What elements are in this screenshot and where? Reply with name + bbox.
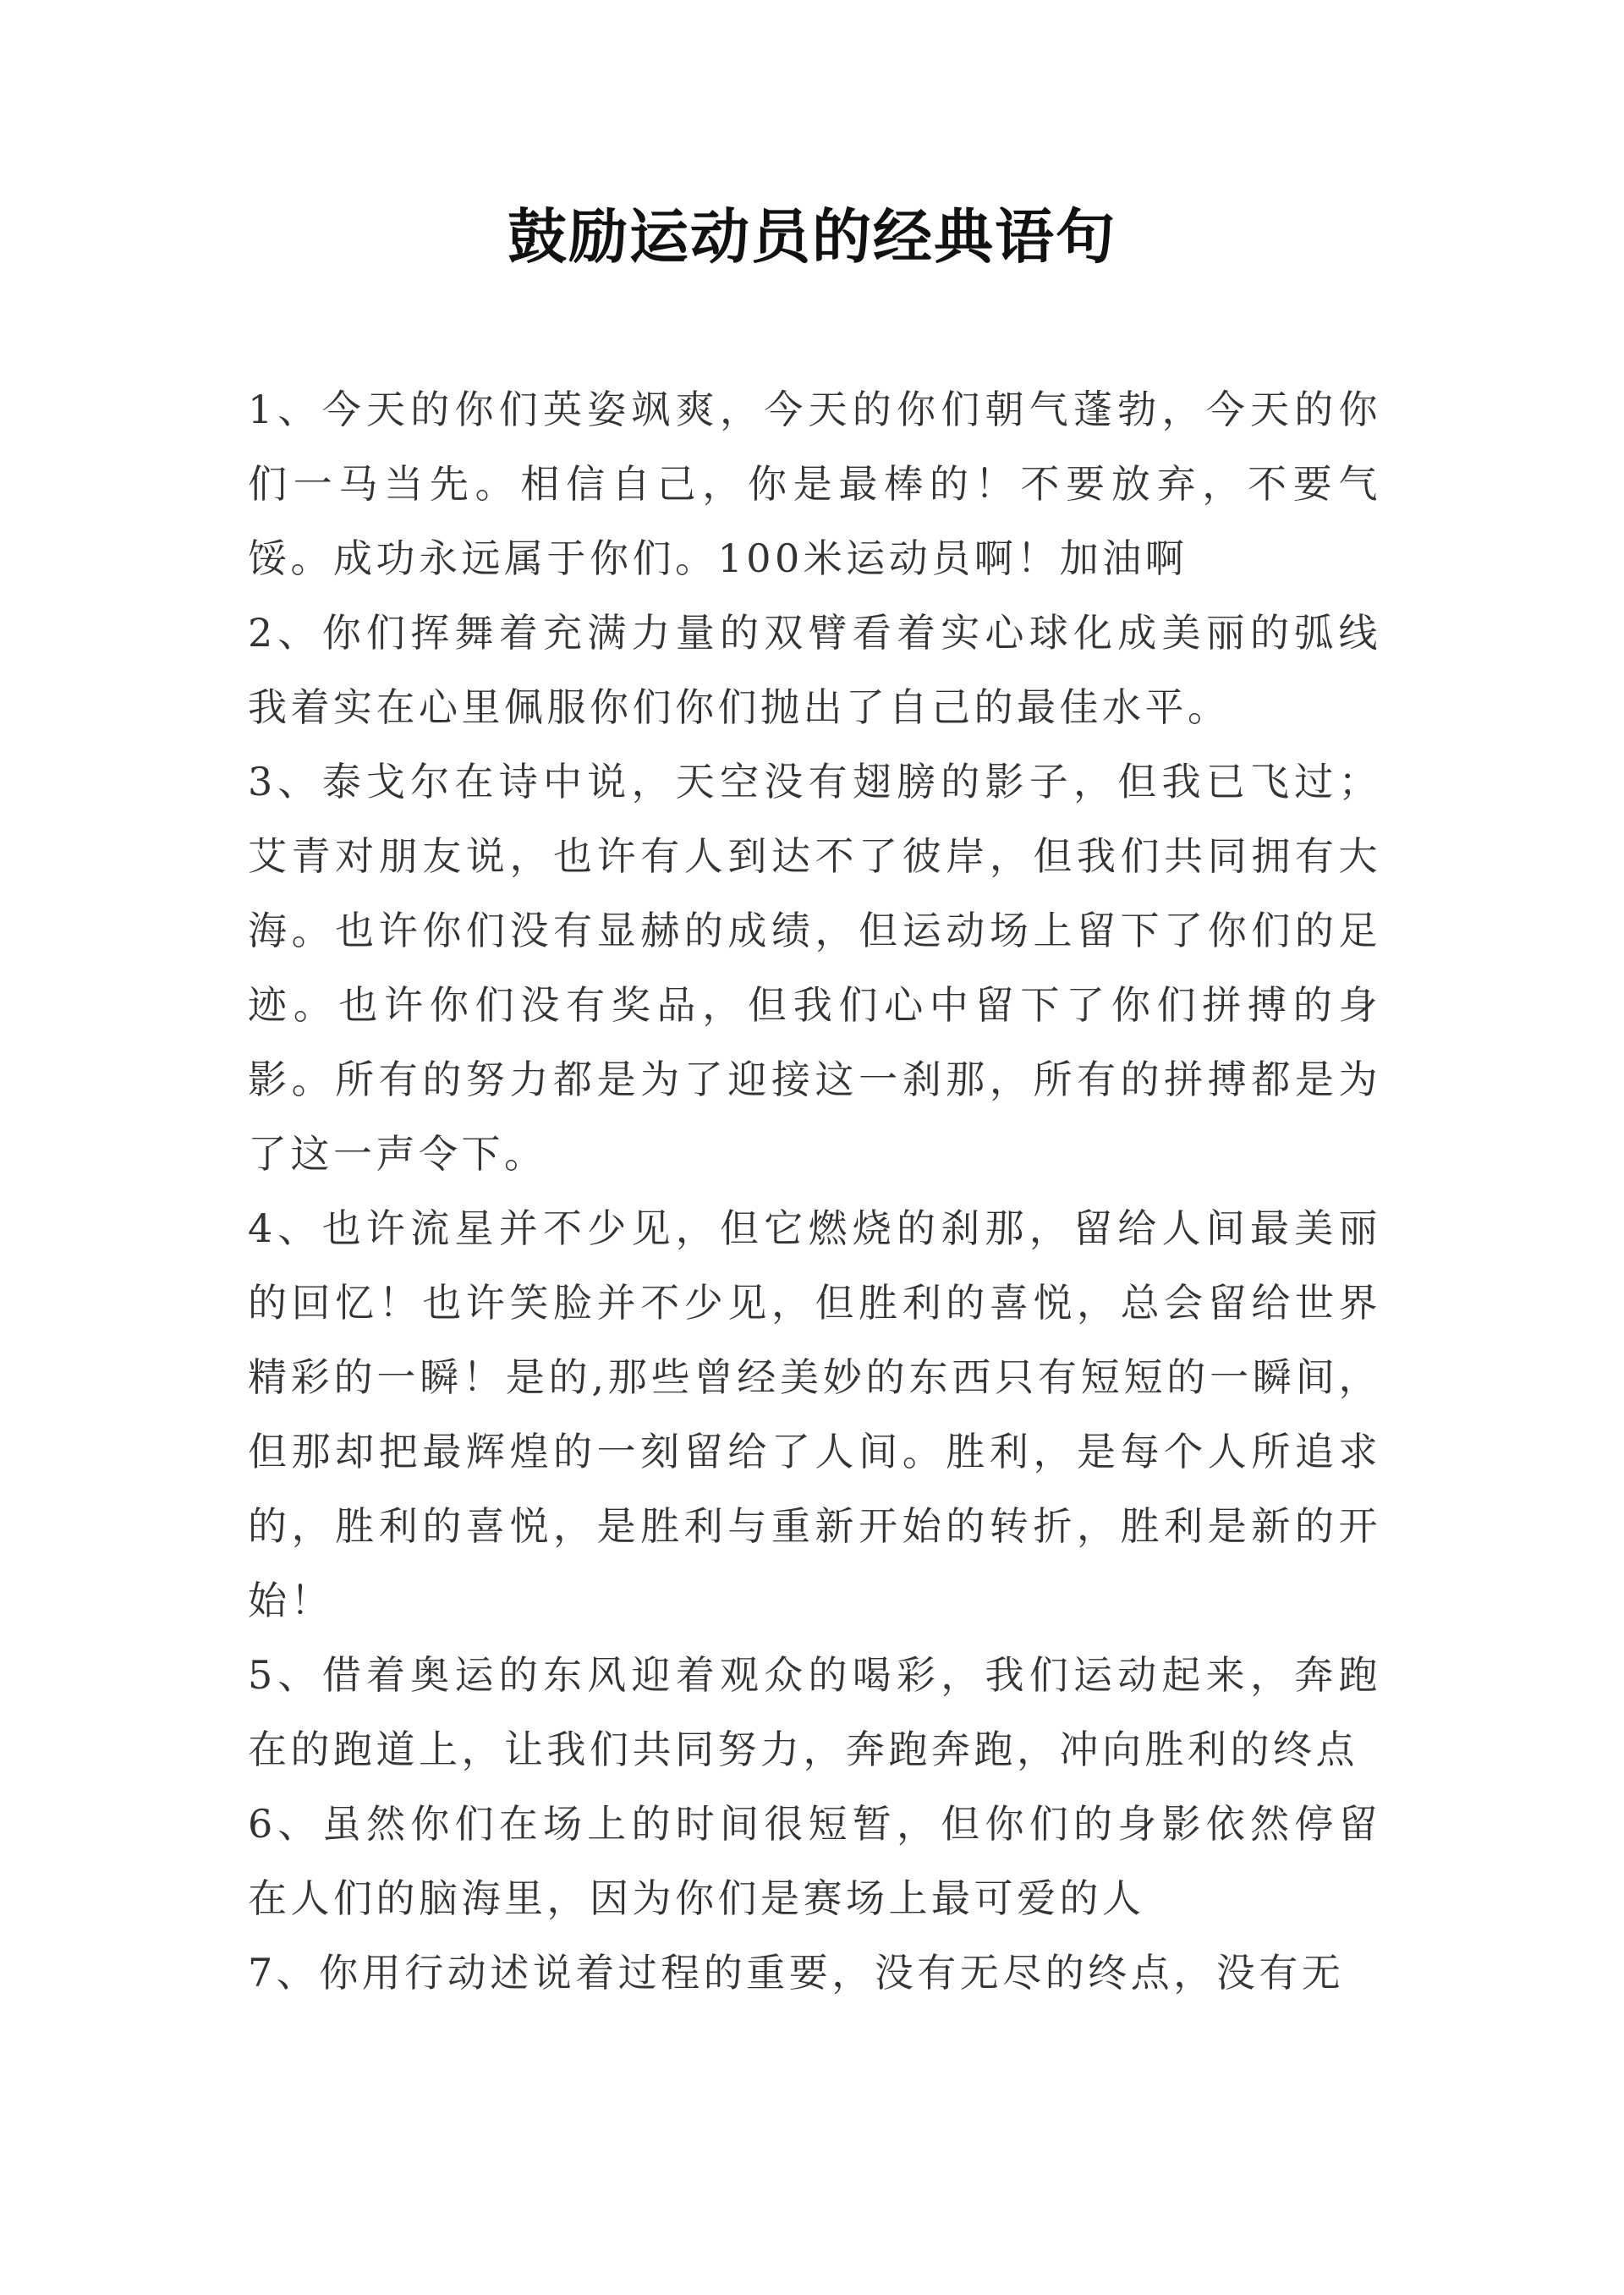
paragraph-1: 1、今天的你们英姿飒爽，今天的你们朝气蓬勃，今天的你们一马当先。相信自己，你是最棒的！不要放弃，不要气馁。成功永远属于你们。100米运动员啊！加油啊 xyxy=(248,387,1381,581)
page-title: 鼓励运动员的经典语句 xyxy=(508,202,1116,272)
paragraph-6: 6、虽然你们在场上的时间很短暂，但你们的身影依然停留在人们的脑海里，因为你们是赛场上最可爱的人 xyxy=(248,1801,1381,1921)
paragraph-3: 3、泰戈尔在诗中说，天空没有翅膀的影子，但我已飞过；艾青对朋友说，也许有人到达不了彼岸，但我们共同拥有大海。也许你们没有显赫的成绩，但运动场上留下了你们的足迹。也许你们没有奖品，但我们心中留下了你们拼搏的身影。所有的努力都是为了迎接这一刹那，所有的拼搏都是为了这一声令下。 xyxy=(248,759,1381,1177)
paragraph-5: 5、借着奥运的东风迎着观众的喝彩，我们运动起来，奔跑在的跑道上，让我们共同努力，奔跑奔跑，冲向胜利的终点 xyxy=(248,1652,1381,1772)
paragraph-7: 7、你用行动述说着过程的重要，没有无尽的终点，没有无 xyxy=(248,1950,1345,1996)
document-body xyxy=(248,372,1381,2010)
paragraph-2: 2、你们挥舞着充满力量的双臂看着实心球化成美丽的弧线我着实在心里佩服你们你们抛出了自己的最佳水平。 xyxy=(248,610,1381,730)
paragraph-4: 4、也许流星并不少见，但它燃烧的刹那，留给人间最美丽的回忆！也许笑脸并不少见，但胜利的喜悦，总会留给世界精彩的一瞬！是的,那些曾经美妙的东西只有短短的一瞬间，但那却把最辉煌的一刻留给了人间。胜利，是每个人所追求的，胜利的喜悦，是胜利与重新开始的转折，胜利是新的开始！ xyxy=(248,1205,1381,1623)
